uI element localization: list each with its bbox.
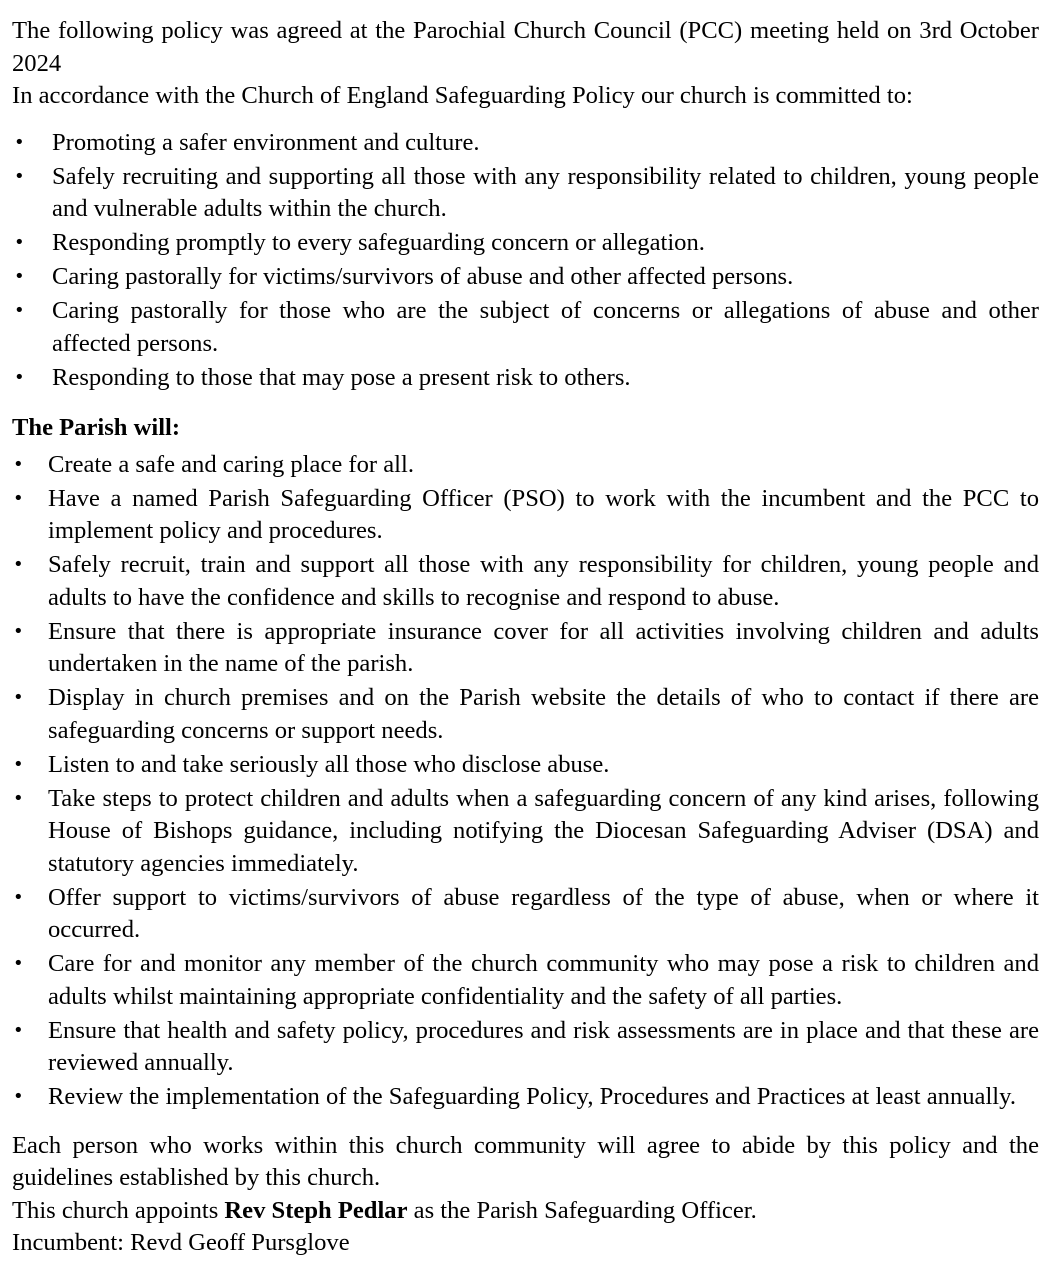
bullet-icon: • (13, 886, 24, 908)
bullet-icon: • (14, 165, 25, 187)
list-item: • Ensure that there is appropriate insurance cover for all activities involving children and adults undertaken in the name of the parish. (13, 617, 1039, 677)
list-item: • Responding promptly to every safeguarding concern or allegation. (12, 227, 1039, 260)
list-item: • Promoting a safer environment and culture. (12, 127, 1039, 160)
list-item: • Take steps to protect children and adults when a safeguarding concern of any kind arises, following House of Bishops guidance, including notifying the Diocesan Safeguarding Adviser (DSA) and statutory agencies immediately. (13, 784, 1039, 877)
list-item: • Care for and monitor any member of the church community who may pose a risk to children and adults whilst maintaining appropriate confidentiality and the safety of all parties. (13, 950, 1039, 1010)
incumbent-line: Incumbent: Revd Geoff Pursglove (12, 1229, 350, 1256)
safeguarding-officer-name: Rev Steph Pedlar (224, 1196, 408, 1224)
commitments-list (12, 127, 1039, 395)
intro-agreed: The following policy was agreed at the Parochial Church Council (PCC) meeting held on 3rd October 2024 (12, 17, 1039, 77)
bullet-icon: • (13, 753, 24, 775)
list-item: • Display in church premises and on the Parish website the details of who to contact if there are safeguarding concerns or support needs. (13, 684, 1039, 744)
parish-list (12, 449, 1039, 1114)
closing-section (12, 1130, 1039, 1256)
bullet-icon: • (14, 131, 25, 153)
bullet-icon: • (14, 266, 25, 287)
list-item: • Safely recruit, train and support all those with any responsibility for children, young people and adults to have the confidence and skills to recognise and respond to abuse. (13, 551, 1039, 611)
abide-statement: Each person who works within this church community will agree to abide by this policy and the guidelines established by this church. (12, 1131, 1039, 1191)
list-item: • Create a safe and caring place for all. (12, 449, 1039, 482)
list-item: • Listen to and take seriously all those who disclose abuse. (12, 749, 1039, 782)
bullet-icon: • (13, 787, 24, 809)
list-item: • Safely recruiting and supporting all those with any responsibility related to children, young people and vulnerable adults within the church. (14, 162, 1039, 222)
list-item: • Have a named Parish Safeguarding Officer (PSO) to work with the incumbent and the PCC to implement policy and procedures. (13, 484, 1039, 544)
policy-document (12, 15, 1039, 1256)
bullet-icon: • (13, 453, 24, 475)
list-item: • Responding to those that may pose a present risk to others. (12, 362, 1039, 395)
bullet-icon: • (13, 953, 24, 974)
list-item: • Caring pastorally for those who are the subject of concerns or allegations of abuse and other affected persons. (14, 297, 1039, 357)
bullet-icon: • (14, 366, 25, 388)
parish-heading: The Parish will: (12, 414, 181, 441)
bullet-icon: • (13, 687, 24, 708)
bullet-icon: • (14, 300, 25, 321)
bullet-icon: • (13, 487, 24, 509)
list-item: • Caring pastorally for victims/survivors of abuse and other affected persons. (12, 261, 1039, 294)
list-item: • Offer support to victims/survivors of abuse regardless of the type of abuse, when or where it occurred. (13, 883, 1039, 943)
appointment-statement: This church appoints Rev Steph Pedlar as the Parish Safeguarding Officer. (12, 1196, 757, 1224)
bullet-icon: • (13, 620, 24, 642)
bullet-icon: • (14, 232, 25, 253)
list-item: • Ensure that health and safety policy, procedures and risk assessments are in place and that these are reviewed annually. (13, 1016, 1039, 1076)
bullet-icon: • (13, 1019, 24, 1041)
bullet-icon: • (13, 1086, 24, 1107)
list-item: • Review the implementation of the Safeguarding Policy, Procedures and Practices at least annually. (12, 1081, 1039, 1114)
bullet-icon: • (13, 554, 24, 575)
intro-accordance: In accordance with the Church of England Safeguarding Policy our church is committed to: (12, 82, 913, 109)
